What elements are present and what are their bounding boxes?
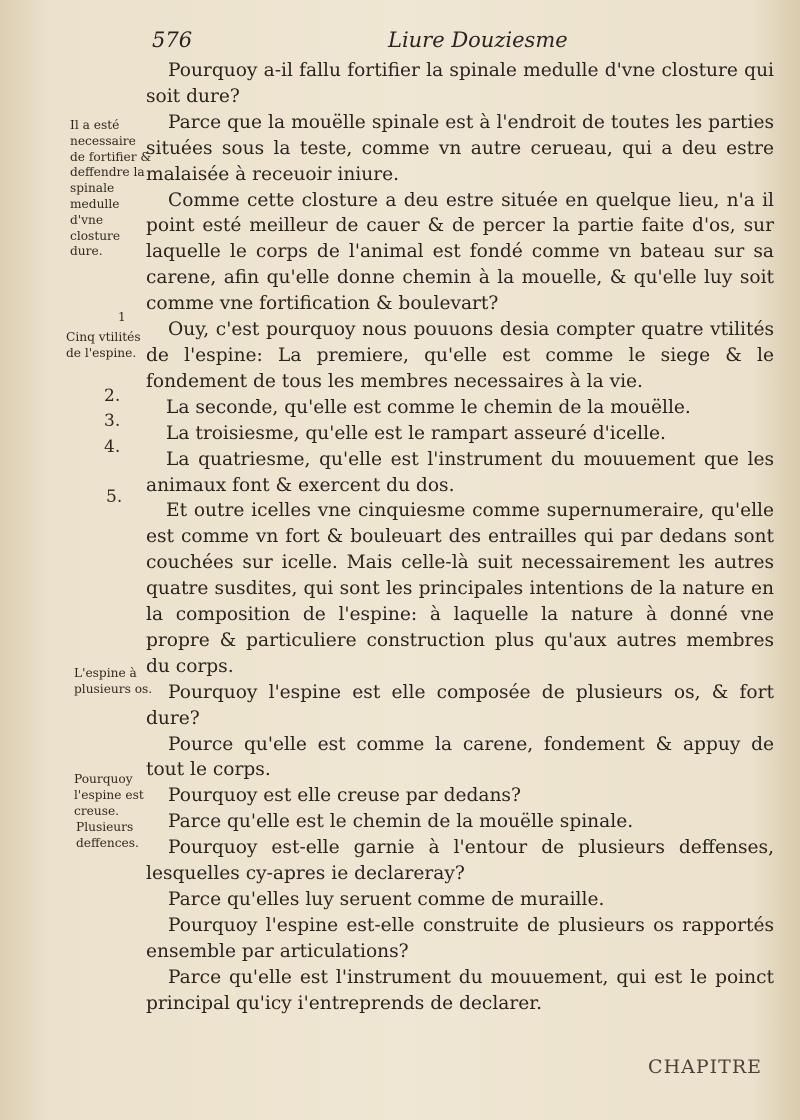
margin-note: L'espine à plusieurs os. [74,666,153,696]
margin-note: Il a esté necessaire de fortifier & deffendre la spinale medulle d'vne closture dure. [70,118,152,259]
paragraph: Pourquoy est-elle garnie à l'entour de plusieurs deffenses, lesquelles cy-apres ie declareray? [146,837,774,885]
margin-number: 2. [104,386,121,406]
paragraph: Ouy, c'est pourquoy nous pouuons desia compter quatre vtilités de l'espine: La premiere, qu'elle est comme le siege & le fondement de tous les membres necessaires à la vie. [146,319,774,392]
paragraph: La seconde, qu'elle est comme le chemin de la mouëlle. [166,396,691,418]
paragraph: Et outre icelles vne cinquiesme comme supernumeraire, qu'elle est comme vn fort & bouleuart des entrailles qui par dedans sont couchées sur icelle. Mais celle-là suit necessairement les autres quatre susdites, qui sont les principales intentions de la nature en la composition de l'espine: à laquelle la nature à donné vne propre & particuliere construction plus qu'aux autres membres du corps. [146,500,774,677]
margin-note: Pourquoy l'espine est creuse. [74,772,144,818]
paragraph: Pourquoy l'espine est-elle construite de plusieurs os rapportés ensemble par articulations? [146,914,774,962]
paragraph: Parce qu'elle est l'instrument du mouuement, qui est le poinct principal qu'icy i'entreprends de declarer. [146,966,774,1014]
margin-number: 1 [118,310,126,324]
paragraph: Comme cette closture a deu estre située en quelque lieu, n'a il point esté meilleur de cauer & de percer la partie faite d'os, sur laquelle le corps de l'animal est fondé comme vn bateau sur sa carene, afin qu'elle donne chemin à la mouelle, & qu'elle luy soit comme vne fortification & boulevart? [146,189,774,315]
main-text [146,58,774,1017]
margin-number: 3. [104,411,121,431]
margin-number: 5. [106,487,123,507]
paragraph: Pourquoy a-il fallu fortifier la spinale medulle d'vne closture qui soit dure? [146,60,774,107]
margin-number: 4. [104,437,121,457]
paragraph: Pourquoy est elle creuse par dedans? [168,785,521,807]
page-number: 576 [152,28,193,52]
paragraph: Parce qu'elles luy seruent comme de muraille. [168,889,605,910]
margin-note: Cinq vtilités de l'espine. [66,330,141,360]
paragraph: Pourquoy l'espine est elle composée de plusieurs os, & fort dure? [146,681,774,729]
catchword: CHAPITRE [648,1056,762,1078]
paragraph: La troisiesme, qu'elle est le rampart asseuré d'icelle. [166,422,666,444]
paragraph: La quatriesme, qu'elle est l'instrument du mouuement que les animaux font & exercent du dos. [146,448,774,496]
page-header [0,26,800,60]
paragraph: Pource qu'elle est comme la carene, fondement & appuy de tout le corps. [146,733,774,781]
paragraph: Parce qu'elle est le chemin de la mouëlle spinale. [168,811,634,833]
paragraph: Parce que la mouëlle spinale est à l'endroit de toutes les parties situées sous la teste, comme vn autre cerueau, qui a deu estre malaisée à receuoir iniure. [146,111,774,185]
running-head: Liure Douziesme [388,28,568,52]
margin-note: Plusieurs deffences. [76,820,139,850]
